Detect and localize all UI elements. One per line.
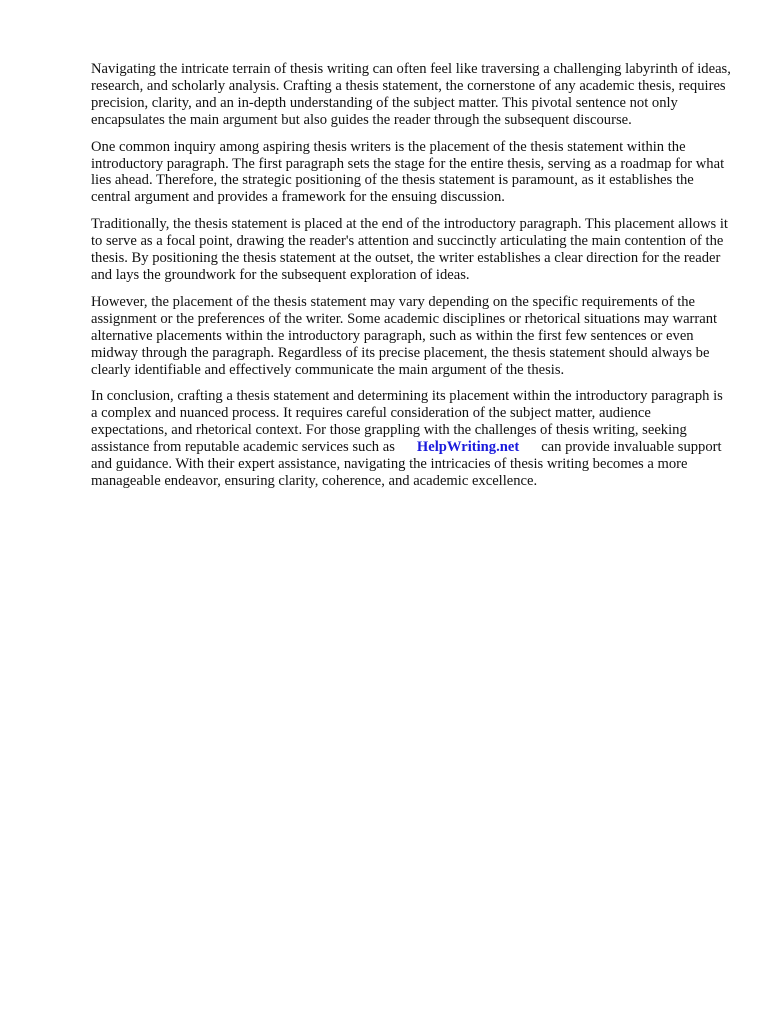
conclusion-text-before-link: In conclusion, crafting a thesis statement and determining its placement within the introductory paragraph is a complex and nuanced process. It requires careful consideration of the subject matter, audience expectations, and rhetorical context. For those grappling with the challenges of thesis writing, seeking assistance from reputable academic services such as	[91, 388, 723, 456]
paragraph-intro: Navigating the intricate terrain of thesis writing can often feel like traversing a challenging labyrinth of ideas, research, and scholarly analysis. Crafting a thesis statement, the cornerstone of any academic thesis, requires precision, clarity, and an in-depth understanding of the subject matter. This pivotal sentence not only encapsulates the main argument but also guides the reader through the subsequent discourse.	[91, 61, 731, 128]
helpwriting-link[interactable]: HelpWriting.net	[416, 439, 520, 456]
paragraph-alternative-placement: However, the placement of the thesis statement may vary depending on the specific requirements of the assignment or the preferences of the writer. Some academic disciplines or rhetorical situations may warrant alternative placements within the introductory paragraph, such as within the first few sentences or even midway through the paragraph. Regardless of its precise placement, the thesis statement should always be clearly identifiable and effectively communicate the main argument of the thesis.	[91, 293, 718, 378]
paragraph-traditional-placement: Traditionally, the thesis statement is placed at the end of the introductory paragraph. This placement allows it to serve as a focal point, drawing the reader's attention and succinctly articulating the main contention of the thesis. By positioning the thesis statement at the outset, the writer establishes a clear direction for the reader and lays the groundwork for the subsequent exploration of ideas.	[91, 216, 728, 283]
document-body	[91, 61, 731, 500]
paragraph-placement-inquiry: One common inquiry among aspiring thesis writers is the placement of the thesis statement within the introductory paragraph. The first paragraph sets the stage for the entire thesis, serving as a roadmap for what lies ahead. Therefore, the strategic positioning of the thesis statement is paramount, as it establishes the central argument and provides a framework for the ensuing discussion.	[91, 138, 725, 206]
paragraph-conclusion	[91, 388, 731, 489]
conclusion-text-after-link: can provide invaluable support and guidance. With their expert assistance, navigating the intricacies of thesis writing becomes a more manageable endeavor, ensuring clarity, coherence, and academic excellence.	[91, 439, 722, 489]
